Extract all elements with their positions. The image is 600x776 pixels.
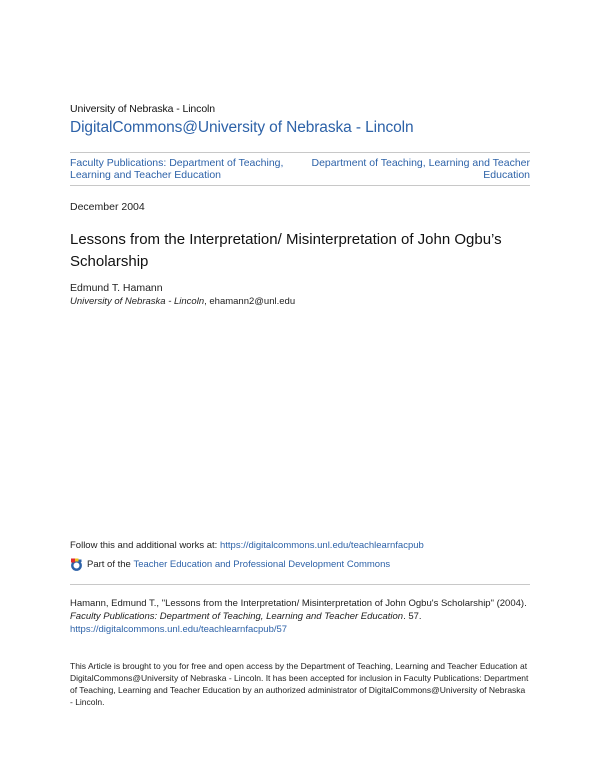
collection-link-faculty-publications[interactable]: Faculty Publications: Department of Teaching, Learning and Teacher Education (70, 157, 284, 181)
author-affiliation (70, 296, 295, 307)
article-title: Lessons from the Interpretation/ Misinterpretation of John Ogbu’s Scholarship (70, 231, 502, 270)
affiliation-institution: University of Nebraska - Lincoln (70, 296, 205, 307)
follow-label: Follow this and additional works at: (70, 540, 220, 551)
repository-link[interactable]: DigitalCommons@University of Nebraska - Lincoln (70, 119, 414, 136)
citation-suffix: . 57. (403, 611, 422, 622)
bepress-commons-icon (70, 558, 83, 571)
divider-citation (70, 584, 530, 585)
author-name: Edmund T. Hamann (70, 282, 163, 294)
citation-journal: Faculty Publications: Department of Teaching, Learning and Teacher Education (70, 611, 404, 622)
cover-page (70, 0, 530, 776)
author-email: , ehamann2@unl.edu (204, 296, 296, 307)
publication-date: December 2004 (70, 201, 145, 213)
commons-link[interactable]: Teacher Education and Professional Development Commons (133, 559, 391, 570)
part-of-label: Part of the (87, 559, 131, 570)
divider-collections (70, 185, 530, 186)
recommended-citation (70, 597, 530, 636)
divider-top (70, 152, 530, 153)
part-of-line (70, 558, 390, 571)
institution-name: University of Nebraska - Lincoln (70, 103, 216, 115)
open-access-notice: This Article is brought to you for free and open access by the Department of Teaching, Learning and Teacher Education at DigitalCommons@University of Nebraska - Lincoln. It has been accepted for inclusion in Faculty Publications: Department of Teaching, Learning and Teacher Education by an authorized administrator of DigitalCommons@University of Nebraska - Lincoln. (70, 661, 529, 707)
citation-url-link[interactable]: https://digitalcommons.unl.edu/teachlearnfacpub/57 (70, 624, 288, 635)
citation-prefix: Hamann, Edmund T., "Lessons from the Interpretation/ Misinterpretation of John Ogbu's Scholarship" (2004). (70, 598, 527, 609)
follow-url-link[interactable]: https://digitalcommons.unl.edu/teachlearnfacpub (219, 540, 424, 551)
collection-link-department[interactable]: Department of Teaching, Learning and Teacher Education (311, 157, 530, 181)
follow-line (70, 540, 424, 551)
